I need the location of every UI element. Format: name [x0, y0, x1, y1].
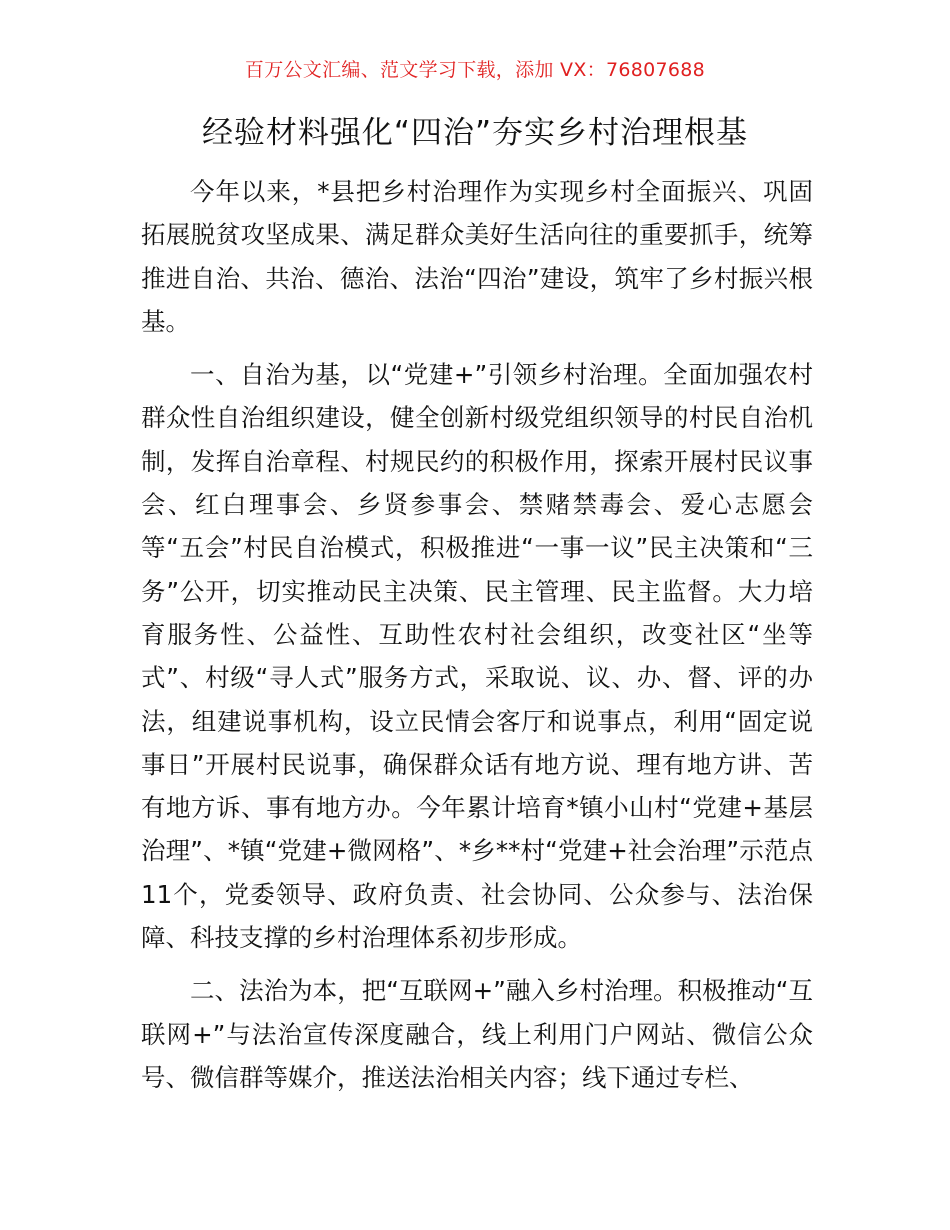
- paragraph-intro: 今年以来，*县把乡村治理作为实现乡村全面振兴、巩固拓展脱贫攻坚成果、满足群众美好生活向往的重要抓手，统筹推进自治、共治、德治、法治“四治”建设，筑牢了乡村振兴根基。: [141, 177, 813, 336]
- document-body: [141, 170, 813, 1099]
- document-title: 经验材料强化“四治”夯实乡村治理根基: [201, 115, 749, 151]
- paragraph-section-1: 一、自治为基，以“党建+”引领乡村治理。全面加强农村群众性自治组织建设，健全创新村级党组织领导的村民自治机制，发挥自治章程、村规民约的积极作用，探索开展村民议事会、红白理事会、乡贤参事会、禁赌禁毒会、爱心志愿会等“五会”村民自治模式，积极推进“一事一议”民主决策和“三务”公开，切实推动民主决策、民主管理、民主监督。大力培育服务性、公益性、互助性农村社会组织，改变社区“坐等式”、村级“寻人式”服务方式，采取说、议、办、督、评的办法，组建说事机构，设立民情会客厅和说事点，利用“固定说事日”开展村民说事，确保群众话有地方说、理有地方讲、苦有地方诉、事有地方办。今年累计培育*镇小山村“党建+基层治理”、*镇“党建+微网格”、*乡**村“党建+社会治理”示范点11个，党委领导、政府负责、社会协同、公众参与、法治保障、科技支撑的乡村治理体系初步形成。: [141, 360, 813, 953]
- paragraph-section-2: 二、法治为本，把“互联网+”融入乡村治理。积极推动“互联网+”与法治宣传深度融合，线上利用门户网站、微信公众号、微信群等媒介，推送法治相关内容；线下通过专栏、: [141, 976, 813, 1092]
- header-contact-note: 百万公文汇编、范文学习下载，添加 VX：76807688: [244, 59, 706, 81]
